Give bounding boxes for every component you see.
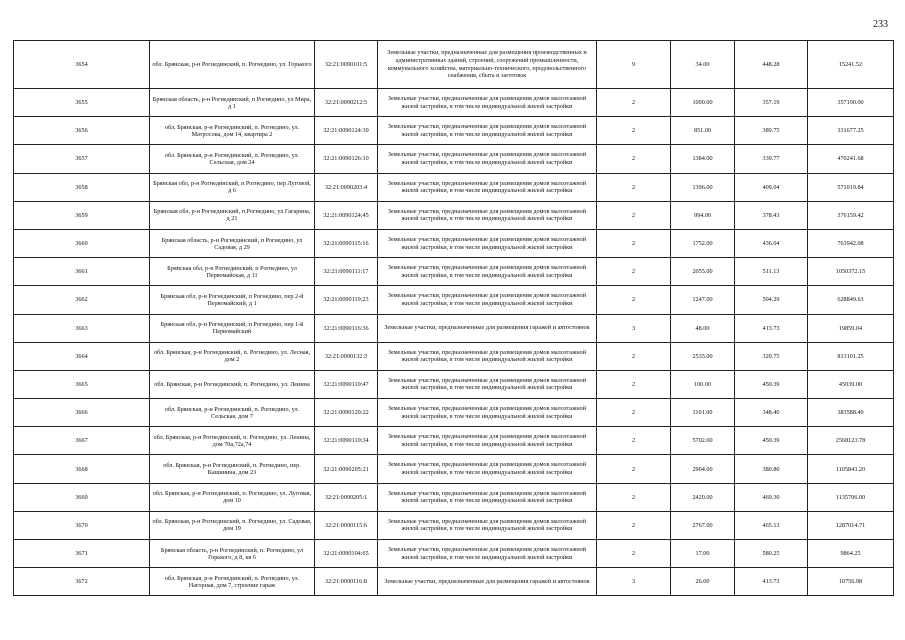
row-number-cell: 3672	[14, 568, 150, 596]
address-cell: Брянская область, р-н Рогнединский, п. Рогнедино, ул Горького, д 8, кв 6	[150, 540, 315, 568]
address-cell: обл. Брянская, р-н Рогнединский, п. Рогнедино, ул. Горького	[150, 41, 315, 89]
cadastral-value-cell: 470241.68	[808, 145, 894, 173]
use-group-cell: 2	[597, 89, 671, 117]
cadastral-value-cell: 571019.84	[808, 173, 894, 201]
cadastral-number-cell: 32:21:0090205:1	[315, 483, 378, 511]
specific-value-cell: 450.39	[735, 427, 808, 455]
use-group-cell: 2	[597, 258, 671, 286]
land-use-cell: Земельные участки, предназначенные для размещения домов малоэтажной жилой застройки, в том числе индивидуальной жилой застройки	[378, 229, 597, 257]
cadastral-value-cell: 1105843.20	[808, 455, 894, 483]
row-number-cell: 3658	[14, 173, 150, 201]
table-row	[14, 455, 894, 483]
use-group-cell: 2	[597, 286, 671, 314]
land-use-cell: Земельные участки, предназначенные для размещения домов малоэтажной жилой застройки, в том числе индивидуальной жилой застройки	[378, 145, 597, 173]
row-number-cell: 3655	[14, 89, 150, 117]
cadastral-number-cell: 32:21:0090132:3	[315, 342, 378, 370]
specific-value-cell: 450.39	[735, 370, 808, 398]
cadastral-value-table	[13, 40, 894, 596]
row-number-cell: 3656	[14, 117, 150, 145]
use-group-cell: 2	[597, 145, 671, 173]
land-use-cell: Земельные участки, предназначенные для размещения домов малоэтажной жилой застройки, в том числе индивидуальной жилой застройки	[378, 89, 597, 117]
row-number-cell: 3662	[14, 286, 150, 314]
table-row	[14, 370, 894, 398]
area-cell: 1247.00	[671, 286, 735, 314]
specific-value-cell: 357.19	[735, 89, 808, 117]
specific-value-cell: 511.13	[735, 258, 808, 286]
area-cell: 851.00	[671, 117, 735, 145]
cadastral-value-cell: 19859.04	[808, 314, 894, 342]
cadastral-number-cell: 32:21:0090110:34	[315, 427, 378, 455]
specific-value-cell: 409.04	[735, 173, 808, 201]
cadastral-value-cell: 357190.00	[808, 89, 894, 117]
cadastral-value-cell: 10756.98	[808, 568, 894, 596]
table-row	[14, 511, 894, 539]
area-cell: 2055.00	[671, 258, 735, 286]
specific-value-cell: 348.40	[735, 399, 808, 427]
land-use-cell: Земельные участки, предназначенные для размещения домов малоэтажной жилой застройки, в том числе индивидуальной жилой застройки	[378, 286, 597, 314]
cadastral-number-cell: 32:21:0090110:47	[315, 370, 378, 398]
area-cell: 994.00	[671, 201, 735, 229]
table-row	[14, 314, 894, 342]
cadastral-value-cell: 376159.42	[808, 201, 894, 229]
table-row	[14, 201, 894, 229]
row-number-cell: 3661	[14, 258, 150, 286]
row-number-cell: 3659	[14, 201, 150, 229]
cadastral-number-cell: 32:21:0090115:6	[315, 511, 378, 539]
table-row	[14, 483, 894, 511]
cadastral-value-cell: 1050372.15	[808, 258, 894, 286]
area-cell: 1101.00	[671, 399, 735, 427]
use-group-cell: 2	[597, 483, 671, 511]
address-cell: Брянская обл, р-н Рогнединский, п Рогнедино, пер 1-й Первомайский	[150, 314, 315, 342]
specific-value-cell: 413.73	[735, 568, 808, 596]
use-group-cell: 2	[597, 455, 671, 483]
cadastral-number-cell: 32:21:0090116:36	[315, 314, 378, 342]
area-cell: 5702.00	[671, 427, 735, 455]
table-row	[14, 540, 894, 568]
land-use-cell: Земельные участки, предназначенные для размещения производственных и административных зданий, строений, сооружений промышленности, коммунального хозяйства, материально-технического, продовольственного снабжения, сбыта и заготовок	[378, 41, 597, 89]
cadastral-value-cell: 15241.52	[808, 41, 894, 89]
table-row	[14, 173, 894, 201]
row-number-cell: 3657	[14, 145, 150, 173]
cadastral-value-cell: 383588.40	[808, 399, 894, 427]
cadastral-number-cell: 32:21:0090104:65	[315, 540, 378, 568]
area-cell: 26.00	[671, 568, 735, 596]
address-cell: обл. Брянская, р-н Рогнединский, п. Рогнедино, ул. Лесная, дом 2	[150, 342, 315, 370]
cadastral-number-cell: 32:21:0090116:8	[315, 568, 378, 596]
row-number-cell: 3663	[14, 314, 150, 342]
cadastral-number-cell: 32:21:0090101:5	[315, 41, 378, 89]
address-cell: обл. Брянская, р-н Рогнединский, п. Рогнедино, ул. Сельская, дом 7	[150, 399, 315, 427]
area-cell: 2767.00	[671, 511, 735, 539]
area-cell: 2904.00	[671, 455, 735, 483]
area-cell: 48.00	[671, 314, 735, 342]
specific-value-cell: 339.77	[735, 145, 808, 173]
row-number-cell: 3669	[14, 483, 150, 511]
table-row	[14, 258, 894, 286]
cadastral-value-cell: 763942.08	[808, 229, 894, 257]
land-use-cell: Земельные участки, предназначенные для размещения домов малоэтажной жилой застройки, в том числе индивидуальной жилой застройки	[378, 483, 597, 511]
address-cell: обл. Брянская, р-н Рогнединский, п. Рогнедино, пер. Кашинина, дом 23	[150, 455, 315, 483]
table-row	[14, 342, 894, 370]
cadastral-number-cell: 32:21:0090111:17	[315, 258, 378, 286]
table-row	[14, 89, 894, 117]
specific-value-cell: 320.75	[735, 342, 808, 370]
area-cell: 1752.00	[671, 229, 735, 257]
area-cell: 1000.00	[671, 89, 735, 117]
use-group-cell: 2	[597, 229, 671, 257]
address-cell: Брянская обл, р-н Рогнединский, п Рогнедино, ул Первомайская, д 11	[150, 258, 315, 286]
cadastral-number-cell: 32:21:0090115:16	[315, 229, 378, 257]
use-group-cell: 2	[597, 399, 671, 427]
use-group-cell: 2	[597, 342, 671, 370]
cadastral-value-cell: 628849.63	[808, 286, 894, 314]
row-number-cell: 3665	[14, 370, 150, 398]
specific-value-cell: 413.73	[735, 314, 808, 342]
row-number-cell: 3660	[14, 229, 150, 257]
land-use-cell: Земельные участки, предназначенные для размещения домов малоэтажной жилой застройки, в том числе индивидуальной жилой застройки	[378, 117, 597, 145]
table-row	[14, 229, 894, 257]
row-number-cell: 3671	[14, 540, 150, 568]
address-cell: Брянская обл, р-н Рогнединский, п Рогнедино, пер 2-й Первомайский, д 1	[150, 286, 315, 314]
cadastral-number-cell: 32:21:0090124:45	[315, 201, 378, 229]
land-use-cell: Земельные участки, предназначенные для размещения домов малоэтажной жилой застройки, в том числе индивидуальной жилой застройки	[378, 201, 597, 229]
row-number-cell: 3654	[14, 41, 150, 89]
row-number-cell: 3666	[14, 399, 150, 427]
table-row	[14, 427, 894, 455]
table-row	[14, 399, 894, 427]
table-row	[14, 286, 894, 314]
area-cell: 17.00	[671, 540, 735, 568]
area-cell: 34.00	[671, 41, 735, 89]
land-use-cell: Земельные участки, предназначенные для размещения домов малоэтажной жилой застройки, в том числе индивидуальной жилой застройки	[378, 511, 597, 539]
page-number: 233	[873, 19, 888, 30]
specific-value-cell: 469.30	[735, 483, 808, 511]
cadastral-number-cell: 32:21:0090203:4	[315, 173, 378, 201]
address-cell: обл. Брянская, р-н Рогнединский, п. Рогнедино, ул. Матросова, дом 14, квартира 2	[150, 117, 315, 145]
cadastral-value-cell: 1135706.00	[808, 483, 894, 511]
specific-value-cell: 465.13	[735, 511, 808, 539]
row-number-cell: 3667	[14, 427, 150, 455]
cadastral-number-cell: 32:21:0090119:23	[315, 286, 378, 314]
address-cell: обл. Брянская, р-н Рогнединский, п. Рогнедино, ул. Сельская, дом 24	[150, 145, 315, 173]
row-number-cell: 3664	[14, 342, 150, 370]
land-use-cell: Земельные участки, предназначенные для размещения домов малоэтажной жилой застройки, в том числе индивидуальной жилой застройки	[378, 173, 597, 201]
area-cell: 2420.00	[671, 483, 735, 511]
land-use-cell: Земельные участки, предназначенные для размещения домов малоэтажной жилой застройки, в том числе индивидуальной жилой застройки	[378, 342, 597, 370]
row-number-cell: 3668	[14, 455, 150, 483]
area-cell: 2535.00	[671, 342, 735, 370]
specific-value-cell: 378.43	[735, 201, 808, 229]
address-cell: обл. Брянская, р-н Рогнединский, п. Рогнедино, ул. Садовая, дом 19	[150, 511, 315, 539]
cadastral-value-cell: 813101.25	[808, 342, 894, 370]
specific-value-cell: 448.28	[735, 41, 808, 89]
table-row	[14, 117, 894, 145]
cadastral-value-cell: 331677.25	[808, 117, 894, 145]
area-cell: 100.00	[671, 370, 735, 398]
address-cell: обл. Брянская, р-н Рогнединский, п. Рогнедино, ул. Ленина	[150, 370, 315, 398]
address-cell: Брянская обл, р-н Рогнединский, п Рогнедино, ул Гагарина, д 21	[150, 201, 315, 229]
land-use-cell: Земельные участки, предназначенные для размещения домов малоэтажной жилой застройки, в том числе индивидуальной жилой застройки	[378, 540, 597, 568]
use-group-cell: 2	[597, 201, 671, 229]
use-group-cell: 2	[597, 511, 671, 539]
address-cell: обл. Брянская, р-н Рогнединский, п. Рогнедино, ул. Луговая, дом 10	[150, 483, 315, 511]
use-group-cell: 2	[597, 117, 671, 145]
cadastral-number-cell: 32:21:0090212:5	[315, 89, 378, 117]
cadastral-value-cell: 2568123.78	[808, 427, 894, 455]
specific-value-cell: 380.80	[735, 455, 808, 483]
cadastral-number-cell: 32:21:0090120:22	[315, 399, 378, 427]
specific-value-cell: 580.25	[735, 540, 808, 568]
cadastral-value-cell: 1287014.71	[808, 511, 894, 539]
use-group-cell: 3	[597, 568, 671, 596]
land-use-cell: Земельные участки, предназначенные для размещения домов малоэтажной жилой застройки, в том числе индивидуальной жилой застройки	[378, 258, 597, 286]
land-use-cell: Земельные участки, предназначенные для размещения домов малоэтажной жилой застройки, в том числе индивидуальной жилой застройки	[378, 455, 597, 483]
use-group-cell: 2	[597, 540, 671, 568]
address-cell: обл. Брянская, р-н Рогнединский, п. Рогнедино, ул. Нагорная, дом 7, строение гараж	[150, 568, 315, 596]
table-row	[14, 41, 894, 89]
cadastral-number-cell: 32:21:0090126:10	[315, 145, 378, 173]
specific-value-cell: 436.04	[735, 229, 808, 257]
specific-value-cell: 389.75	[735, 117, 808, 145]
cadastral-value-cell: 45039.00	[808, 370, 894, 398]
cadastral-value-cell: 9864.25	[808, 540, 894, 568]
cadastral-number-cell: 32:21:0090205:21	[315, 455, 378, 483]
address-cell: Брянская обл, р-н Рогнединский, п Рогнедино, пер Луговой, д 6	[150, 173, 315, 201]
address-cell: Брянская область, р-н Рогнединский, п Рогнедино, ул Мира, д 1	[150, 89, 315, 117]
use-group-cell: 9	[597, 41, 671, 89]
area-cell: 1384.00	[671, 145, 735, 173]
land-use-cell: Земельные участки, предназначенные для размещения домов малоэтажной жилой застройки, в том числе индивидуальной жилой застройки	[378, 427, 597, 455]
land-use-cell: Земельные участки, предназначенные для размещения домов малоэтажной жилой застройки, в том числе индивидуальной жилой застройки	[378, 370, 597, 398]
use-group-cell: 2	[597, 427, 671, 455]
table-row	[14, 568, 894, 596]
address-cell: обл. Брянская, р-н Рогнединский, п. Рогнедино, ул. Ленина, дом 70а,72а,74	[150, 427, 315, 455]
use-group-cell: 2	[597, 173, 671, 201]
area-cell: 1396.00	[671, 173, 735, 201]
table-body	[14, 41, 894, 596]
land-use-cell: Земельные участки, предназначенные для размещения домов малоэтажной жилой застройки, в том числе индивидуальной жилой застройки	[378, 399, 597, 427]
row-number-cell: 3670	[14, 511, 150, 539]
use-group-cell: 2	[597, 370, 671, 398]
land-use-cell: Земельные участки, предназначенные для размещения гаражей и автостоянок	[378, 568, 597, 596]
address-cell: Брянская область, р-н Рогнединский, п Рогнедино, ул Садовая, д 29	[150, 229, 315, 257]
table-row	[14, 145, 894, 173]
cadastral-number-cell: 32:21:0090124:39	[315, 117, 378, 145]
land-use-cell: Земельные участки, предназначенные для размещения гаражей и автостоянок	[378, 314, 597, 342]
use-group-cell: 3	[597, 314, 671, 342]
specific-value-cell: 504.29	[735, 286, 808, 314]
